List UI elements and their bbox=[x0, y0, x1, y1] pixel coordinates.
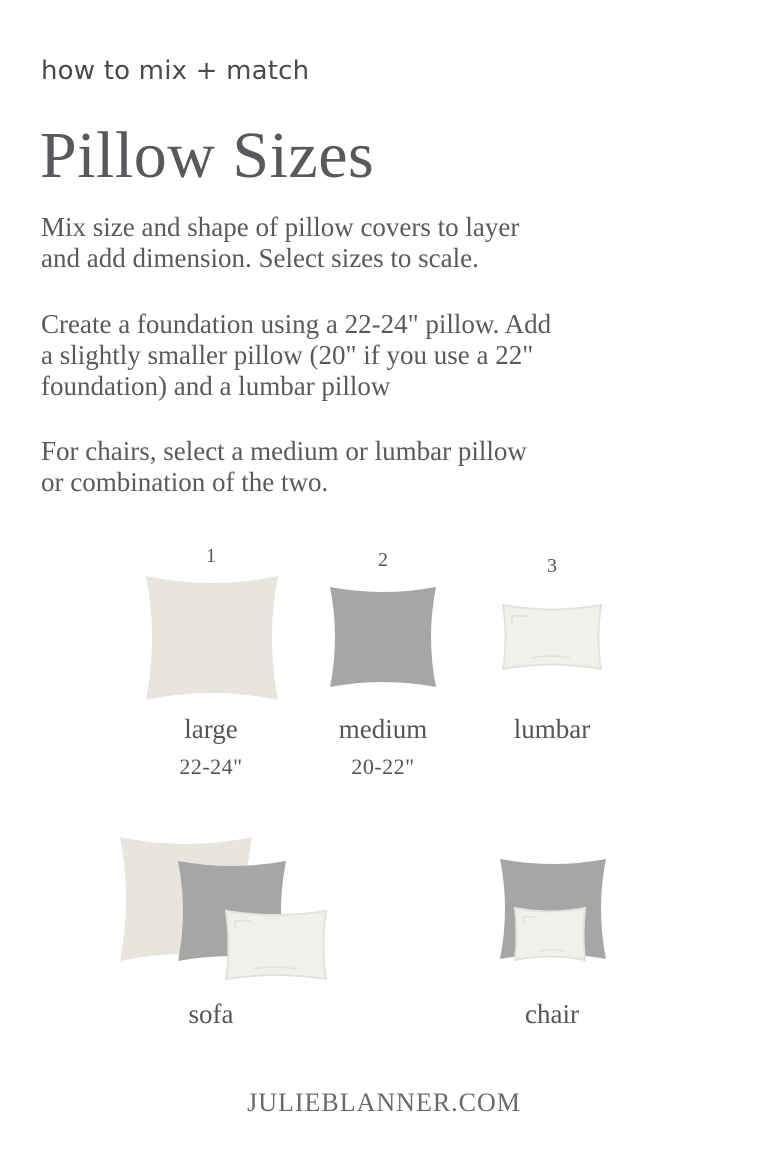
paragraph-line: foundation) and a lumbar pillow bbox=[41, 371, 391, 401]
intro-paragraph bbox=[41, 212, 681, 274]
foundation-paragraph bbox=[41, 309, 681, 402]
sofa-pillows-icon bbox=[118, 835, 330, 983]
kicker-heading: how to mix + match bbox=[41, 56, 310, 86]
pillow-label: medium bbox=[338, 714, 428, 744]
large-pillow-icon bbox=[144, 574, 280, 702]
paragraph-line: For chairs, select a medium or lumbar pillow bbox=[41, 436, 527, 466]
chair-paragraph bbox=[41, 436, 681, 498]
lumbar-pillow-icon bbox=[500, 602, 604, 672]
pillow-number: 3 bbox=[547, 555, 557, 577]
arrangement-label: sofa bbox=[188, 999, 234, 1029]
site-footer: JULIEBLANNER.COM bbox=[247, 1088, 521, 1117]
paragraph-line: Mix size and shape of pillow covers to layer bbox=[41, 212, 520, 242]
pillow-number: 1 bbox=[206, 545, 216, 567]
medium-pillow-icon bbox=[328, 585, 438, 689]
page-title: Pillow Sizes bbox=[40, 119, 375, 192]
arrangement-label: chair bbox=[525, 999, 579, 1029]
paragraph-line: or combination of the two. bbox=[41, 467, 329, 497]
pillow-label: lumbar bbox=[513, 714, 591, 744]
pillow-size: 22-24" bbox=[179, 754, 243, 779]
pillow-size: 20-22" bbox=[351, 754, 415, 779]
paragraph-line: and add dimension. Select sizes to scale. bbox=[41, 243, 479, 273]
pillow-label: large bbox=[184, 714, 238, 744]
chair-pillows-icon bbox=[498, 857, 608, 961]
paragraph-line: a slightly smaller pillow (20" if you use a 22" bbox=[41, 340, 534, 370]
paragraph-line: Create a foundation using a 22-24" pillow. Add bbox=[41, 309, 552, 339]
pillow-number: 2 bbox=[378, 549, 388, 571]
